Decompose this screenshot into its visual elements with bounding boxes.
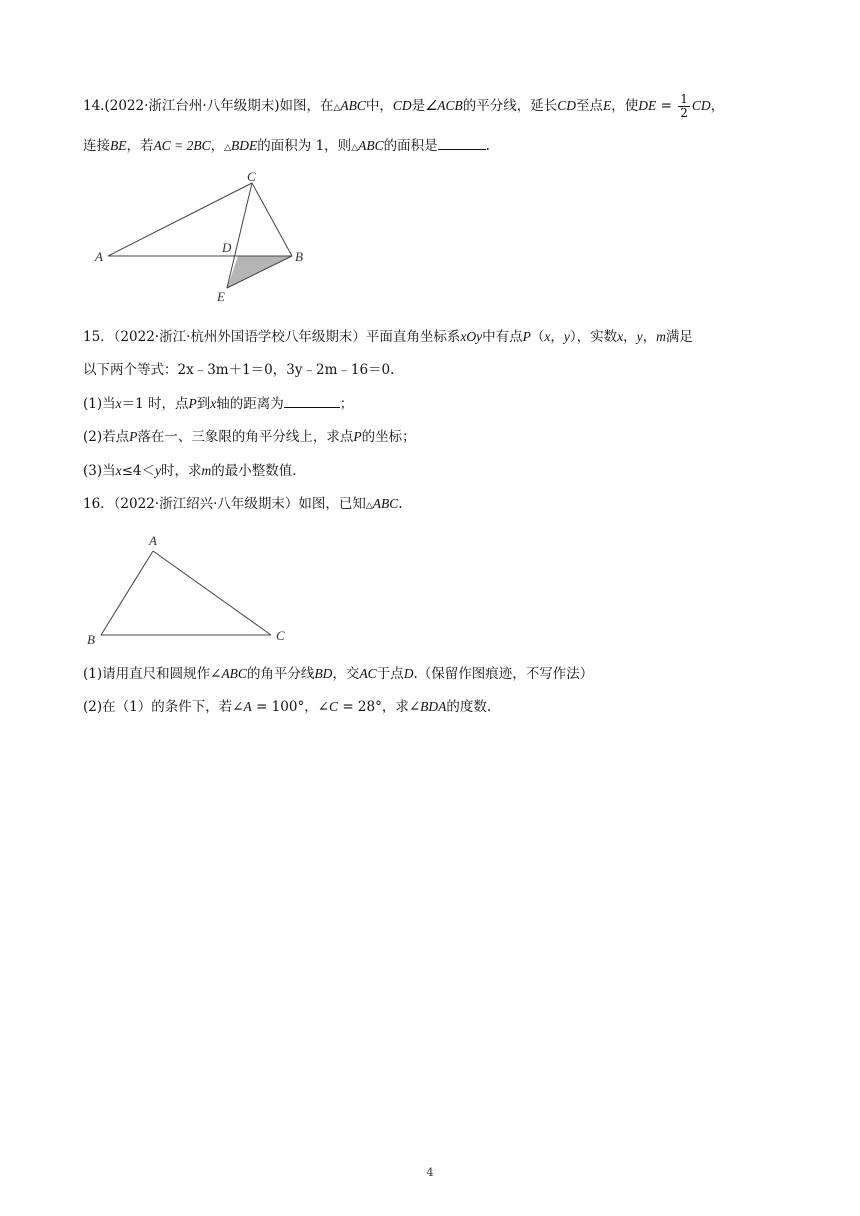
q15-text: ≤4＜ — [121, 463, 156, 479]
q15-p: P — [129, 429, 138, 444]
q15-x: x — [115, 463, 122, 478]
answer-blank[interactable] — [438, 137, 486, 150]
q16-text: . — [398, 496, 403, 512]
triangle-symbol: △ — [365, 501, 373, 511]
q15-x: x — [115, 396, 122, 411]
q16-abc: ABC — [372, 496, 399, 511]
q14-eq: = — [656, 98, 677, 114]
q15-text: 15．（2022·浙江·杭州外国语学校八年级期末）平面直角坐标系 — [83, 329, 461, 345]
q16-part2 — [83, 697, 491, 717]
q14-cd: CD — [691, 98, 711, 113]
page-number: 4 — [426, 1166, 434, 1179]
q15-text: 的坐标； — [361, 429, 416, 445]
q16-text: = 100°，∠ — [251, 699, 330, 715]
q15-m: m — [201, 463, 212, 478]
q14-text: 的面积为 1，则 — [257, 138, 352, 154]
label-a: A — [95, 249, 103, 264]
q15-text: (3)当 — [83, 463, 116, 479]
q15-x: x — [617, 329, 624, 344]
triangle-symbol: △ — [351, 143, 359, 153]
q14-text: 如图，在 — [279, 98, 334, 114]
q15-text: （ — [530, 329, 545, 345]
q15-text: 落在一、三象限的角平分线上，求点 — [137, 429, 354, 445]
q15-x: x — [210, 396, 217, 411]
q16-text: 的度数. — [446, 699, 492, 715]
q15-line2: 以下两个等式：2x﹣3m＋1＝0，3y﹣2m﹣16＝0. — [83, 362, 395, 378]
q14-text: . — [485, 138, 490, 154]
q14-text: ， — [210, 138, 225, 154]
q15-y: y — [636, 329, 643, 344]
q14-abc: ABC — [358, 138, 384, 153]
answer-blank[interactable] — [284, 395, 340, 408]
q15-y: y — [563, 329, 570, 344]
q16-bda: BDA — [420, 699, 447, 714]
q14-text: ， — [710, 98, 725, 114]
q15-part3 — [83, 461, 297, 481]
q14-bde: BDE — [231, 138, 258, 153]
q16-text: .（保留作图痕迹，不写作法） — [413, 666, 594, 682]
q14-text: 的面积是 — [383, 138, 438, 154]
q14-e: E — [603, 98, 612, 113]
q14-source: (2022·浙江台州·八年级期末) — [104, 98, 280, 114]
q15-text: 满足 — [665, 329, 693, 345]
q14-text: ，使 — [611, 98, 639, 114]
q16-bd: BD — [314, 666, 333, 681]
segment-ac — [153, 551, 271, 635]
q15-text: ； — [339, 396, 354, 412]
q15-text: ， — [642, 329, 657, 345]
label-c: C — [247, 170, 256, 184]
q14-abc: ABC — [340, 98, 366, 113]
q15-text: (1)当 — [83, 396, 116, 412]
q16-text: = 28°，求∠ — [338, 699, 421, 715]
q16-part1 — [83, 664, 593, 684]
q14-number: 14. — [83, 98, 105, 114]
label-d: D — [222, 240, 232, 255]
q15-p: P — [522, 329, 531, 344]
q15-text: ＝1 时，点 — [121, 396, 189, 412]
q15-text: 的最小整数值. — [211, 463, 297, 479]
q16-text: 于点 — [376, 666, 404, 682]
label-b: B — [295, 249, 303, 264]
q14-text: 中， — [365, 98, 393, 114]
q15-text: ， — [623, 329, 637, 345]
q14-be: BE — [110, 138, 127, 153]
figure-q16 — [82, 530, 302, 650]
q14-text: 连接 — [83, 138, 110, 154]
q15-part1 — [83, 394, 353, 414]
q16-abc: ABC — [221, 666, 247, 681]
q14-cd: CD — [392, 98, 412, 113]
fraction-numerator: 1 — [680, 92, 688, 106]
q16-ac: AC — [359, 666, 377, 681]
q16-line1 — [83, 494, 403, 516]
q14-line1 — [83, 93, 724, 120]
q16-text: (2)在（1）的条件下，若∠ — [83, 699, 244, 715]
q15-text: ），实数 — [569, 329, 618, 345]
q15-text: 轴的距离为 — [216, 396, 284, 412]
q15-line1 — [83, 327, 693, 347]
q16-text: (1)请用直尺和圆规作∠ — [83, 666, 222, 682]
label-e: E — [217, 289, 225, 304]
q14-de: DE — [638, 98, 657, 113]
q15-p: P — [353, 429, 362, 444]
q15-text: 时，求 — [161, 463, 202, 479]
q15-x: x — [544, 329, 551, 344]
q15-part2 — [83, 427, 416, 447]
q15-p: P — [188, 396, 197, 411]
q14-text: 是 — [411, 98, 426, 114]
q15-m: m — [656, 329, 666, 344]
label-b: B — [87, 632, 95, 647]
q16-text: 16．（2022·浙江绍兴·八年级期末）如图，已知 — [83, 496, 366, 512]
q16-text: ，交 — [332, 666, 360, 682]
q14-text: 至点 — [576, 98, 604, 114]
q14-text: ，若 — [126, 138, 154, 154]
segment-ab — [101, 551, 153, 635]
q16-c: C — [329, 699, 339, 714]
q15-y: y — [155, 463, 162, 478]
triangle-symbol: △ — [224, 143, 232, 153]
segment-cb — [252, 183, 292, 256]
q14-cd: CD — [557, 98, 577, 113]
q16-text: 的角平分线 — [246, 666, 315, 682]
figure-q14 — [90, 170, 320, 310]
label-c: C — [276, 628, 285, 643]
q16-d: D — [403, 666, 414, 681]
q14-condition: AC = 2BC — [153, 138, 211, 153]
q15-text: ， — [550, 329, 564, 345]
q14-angle-acb: ∠ACB — [425, 98, 463, 113]
triangle-symbol: △ — [333, 103, 341, 113]
q16-a: A — [243, 699, 252, 714]
fraction-one-half — [678, 93, 690, 120]
label-a: A — [149, 533, 157, 548]
q15-text: 到 — [196, 396, 211, 412]
q15-xoy: xOy — [460, 329, 483, 344]
q14-line2 — [83, 136, 490, 158]
fraction-denominator: 2 — [680, 106, 688, 120]
q14-text: 的平分线，延长 — [462, 98, 558, 114]
q15-text: 中有点 — [482, 329, 523, 345]
q15-text: (2)若点 — [83, 429, 130, 445]
